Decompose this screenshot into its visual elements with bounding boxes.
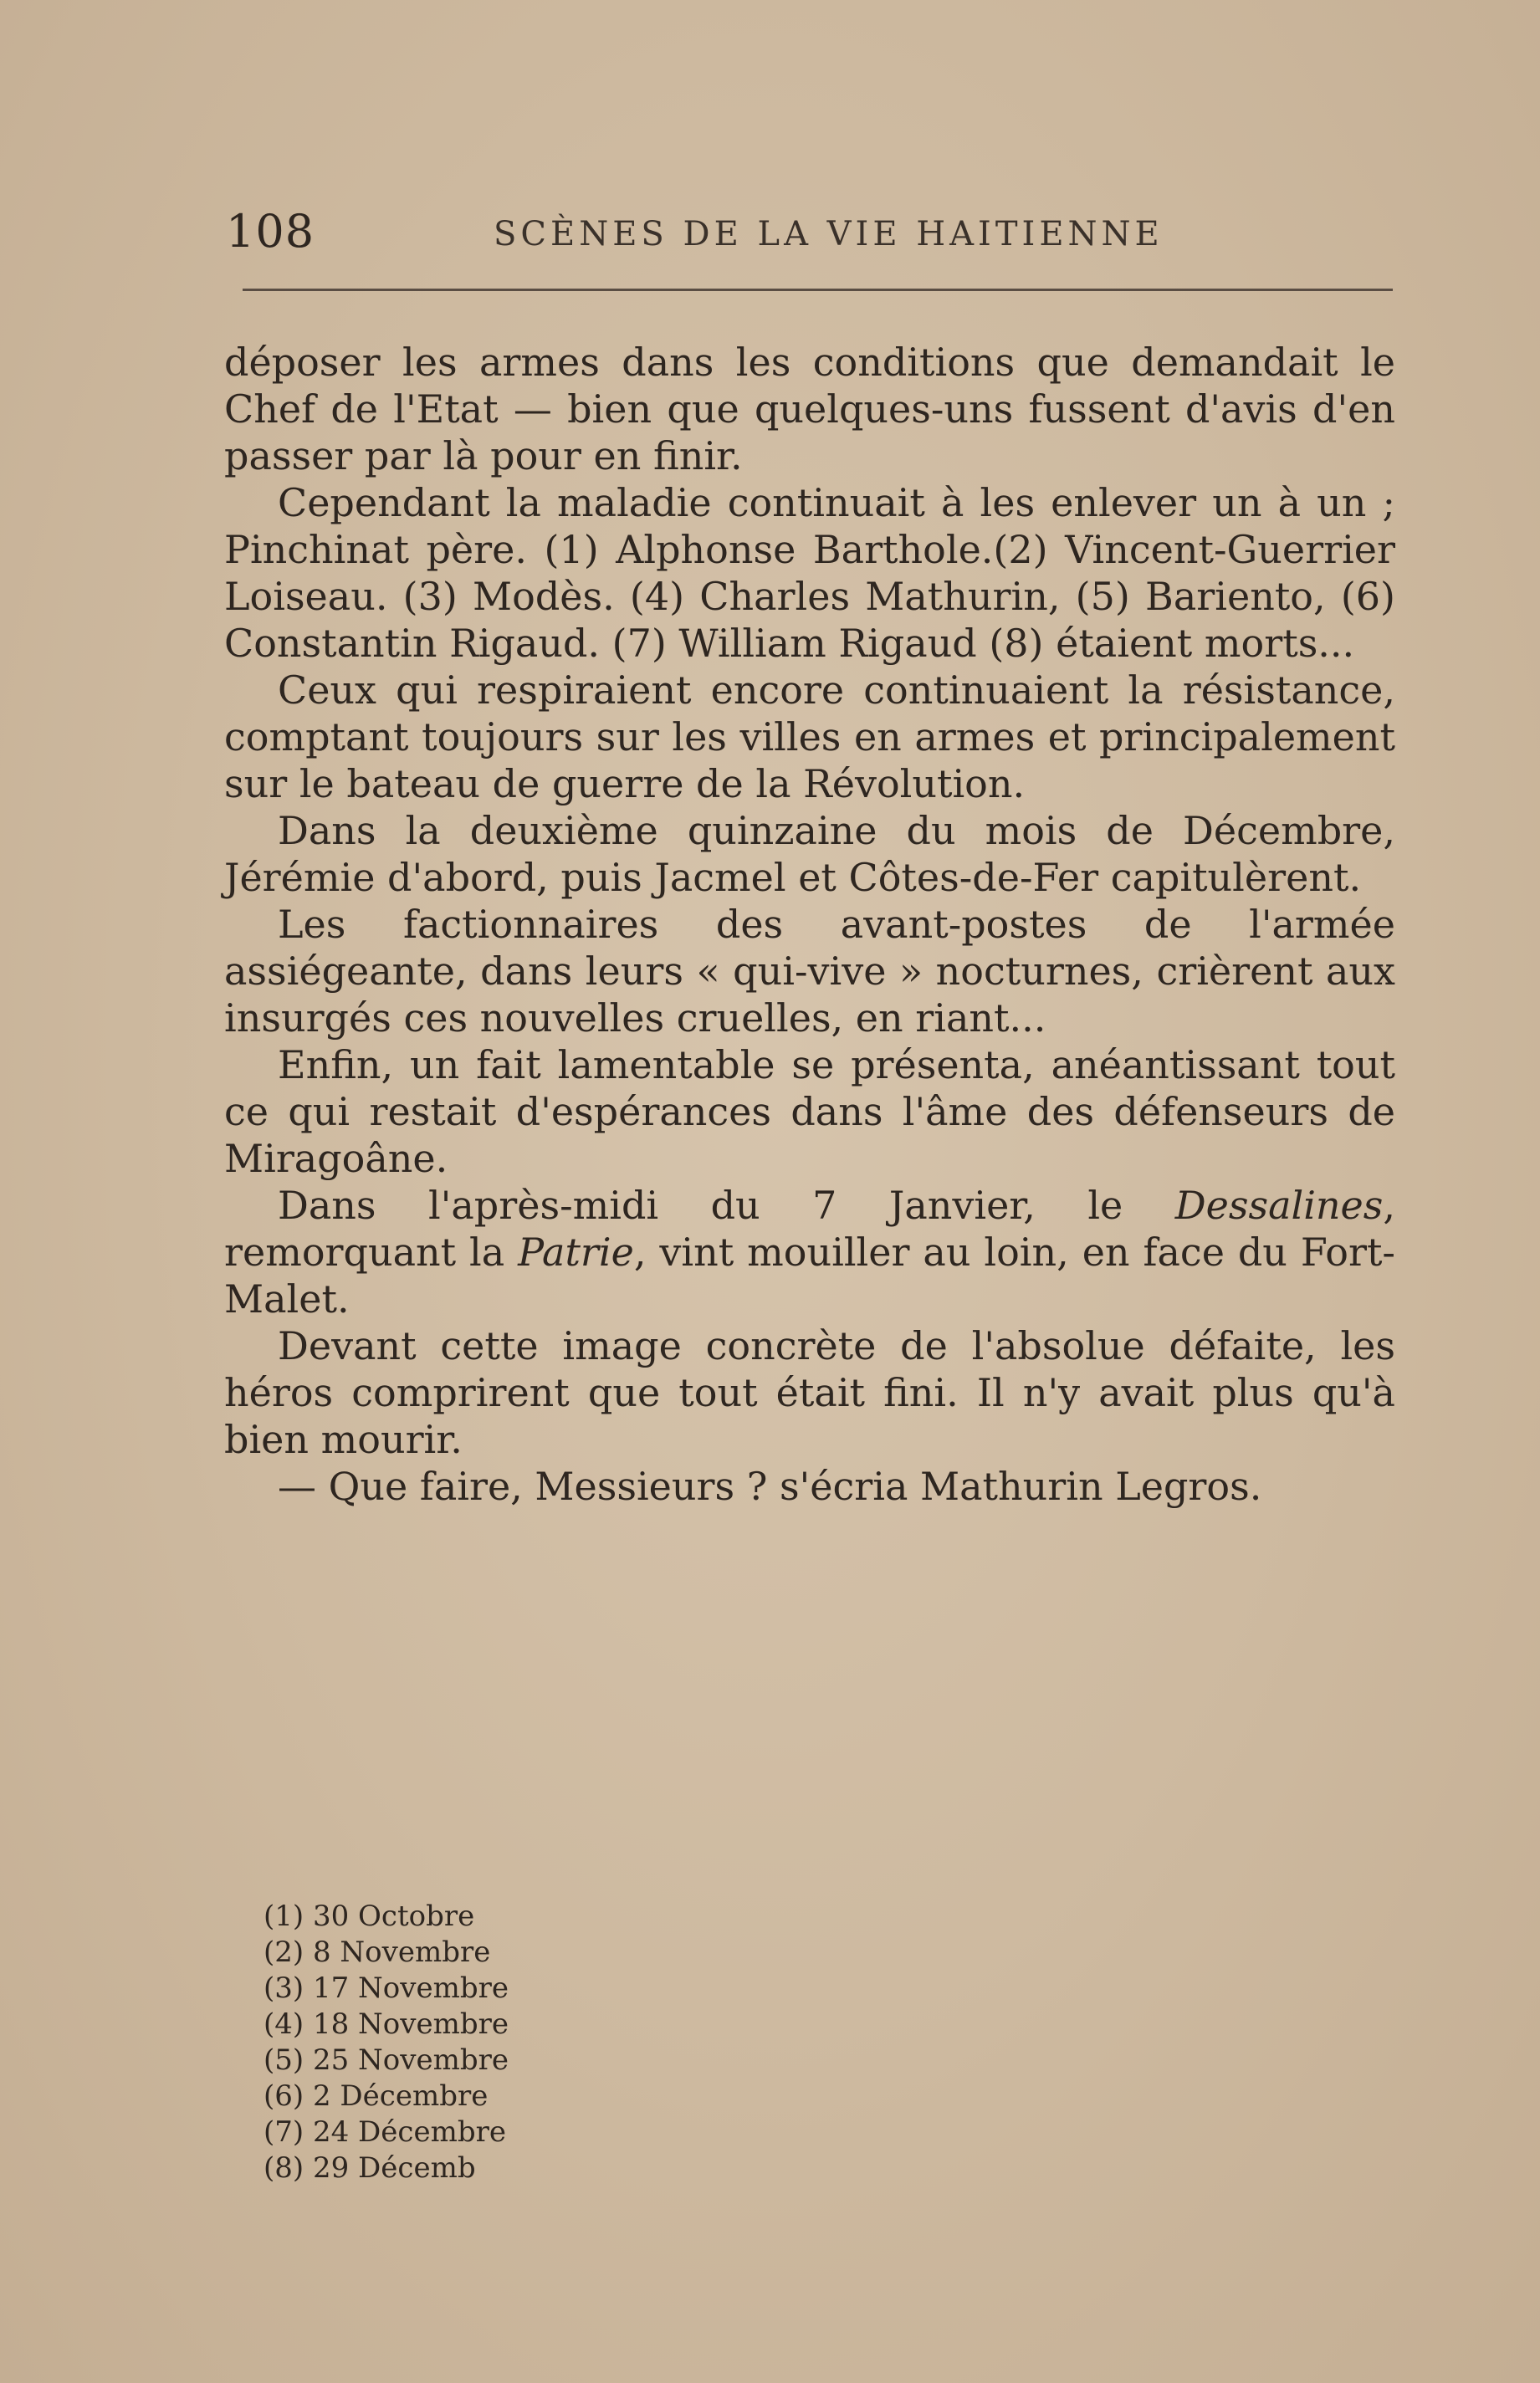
- paragraph: Devant cette image concrète de l'absolue défaite, les héros comprirent que tout était fini. Il n'y avait plus qu'à bien mourir.: [224, 1323, 1395, 1462]
- running-title: SCÈNES DE LA VIE HAITIENNE: [494, 215, 1164, 253]
- paragraph-text: Dans l'après-midi du 7 Janvier, le: [278, 1183, 1175, 1228]
- page-header: [226, 205, 1389, 263]
- paragraph: [224, 1182, 1395, 1322]
- paragraph: Cependant la maladie continuait à les enlever un à un ; Pinchinat père. (1) Alphonse Barthole.(2) Vincent-Guerrier Loiseau. (3) Modès. (4) Charles Mathurin, (5) Bariento, (6) Constantin Rigaud. (7) William Rigaud (8) étaient morts...: [224, 480, 1395, 666]
- footnote: (8) 29 Décemb: [263, 2151, 476, 2185]
- footnote: (7) 24 Décembre: [263, 2115, 506, 2149]
- paragraph-text: , vint mouiller au loin, en face du Fort-Malet.: [224, 1230, 1395, 1322]
- ship-name: Dessalines: [1174, 1183, 1384, 1228]
- paragraph: Dans la deuxième quinzaine du mois de Décembre, Jérémie d'abord, puis Jacmel et Côtes-de-Fer capitulèrent.: [224, 808, 1395, 900]
- paragraph: — Que faire, Messieurs ? s'écria Mathurin Legros.: [278, 1464, 1262, 1509]
- footnote: (6) 2 Décembre: [263, 2079, 489, 2113]
- footnotes: [263, 1899, 682, 2186]
- header-rule: [243, 289, 1393, 291]
- paragraph-text: , remorquant la: [224, 1183, 1395, 1275]
- page-number: 108: [226, 205, 315, 258]
- paragraph: Enfin, un fait lamentable se présenta, anéantissant tout ce qui restait d'espérances dans l'âme des défenseurs de Miragoâne.: [224, 1042, 1395, 1181]
- footnote: (3) 17 Novembre: [263, 1971, 509, 2005]
- footnote: (2) 8 Novembre: [263, 1936, 491, 1969]
- footnote: (1) 30 Octobre: [263, 1900, 475, 1933]
- paragraph: Les factionnaires des avant-postes de l'armée assiégeante, dans leurs « qui-vive » nocturnes, crièrent aux insurgés ces nouvelles cruelles, en riant...: [224, 902, 1395, 1041]
- main-text: [224, 339, 1395, 1510]
- paragraph: déposer les armes dans les conditions que demandait le Chef de l'Etat — bien que quelques-uns fussent d'avis d'en passer par là pour en finir.: [224, 340, 1395, 478]
- ship-name: Patrie: [518, 1230, 634, 1275]
- footnote: (4) 18 Novembre: [263, 2007, 509, 2041]
- paragraph: Ceux qui respiraient encore continuaient la résistance, comptant toujours sur les villes en armes et principalement sur le bateau de guerre de la Révolution.: [224, 667, 1395, 806]
- footnote: (5) 25 Novembre: [263, 2043, 509, 2077]
